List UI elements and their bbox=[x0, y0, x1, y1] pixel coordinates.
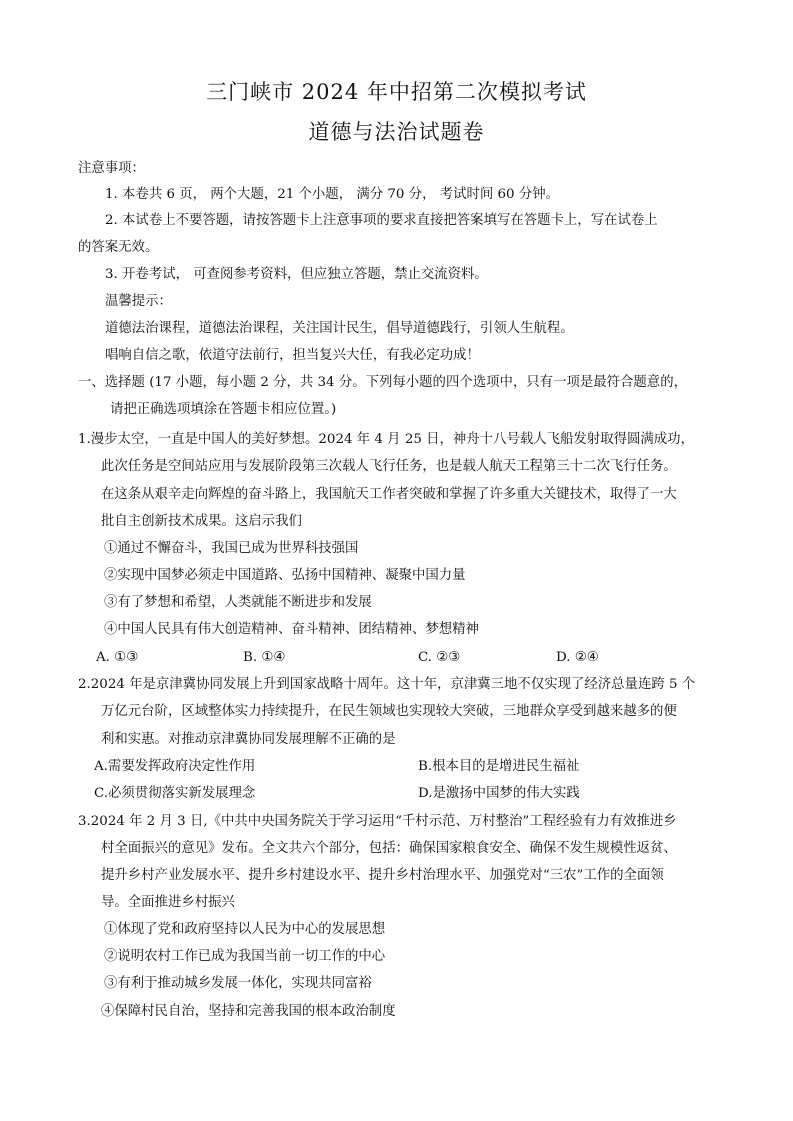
notice-item: 2. 本试卷上不要答题，请按答题卡上注意事项的要求直接把答案填写在答题卡上，写在试卷上 bbox=[105, 213, 658, 228]
notice-item: 1. 本卷共 6 页， 两个大题，21 个小题， 满分 70 分， 考试时间 60 分钟。 bbox=[105, 187, 559, 202]
q2-stem: 万亿元台阶，区域整体实力持续提升，在民生领域也实现较大突破，三地群众享受到越来越多的便 bbox=[101, 704, 677, 719]
q1-option-d: D. ②④ bbox=[556, 650, 599, 665]
q1-statement: ②实现中国梦必须走中国道路、弘扬中国精神、凝聚中国力量 bbox=[104, 568, 466, 583]
q1-statement: ③有了梦想和希望，人类就能不断进步和发展 bbox=[104, 595, 372, 610]
q1-option-b: B. ①④ bbox=[243, 650, 286, 665]
notice-item: 3. 开卷考试， 可查阅参考资料，但应独立答题，禁止交流资料。 bbox=[105, 267, 488, 282]
q3-stem: 导。全面推进乡村振兴 bbox=[101, 895, 235, 910]
section-heading: 一、选择题 (17 小题，每小题 2 分，共 34 分。下列每小题的四个选项中，只有一项是最符合题意的， bbox=[78, 375, 687, 390]
q1-option-c: C. ②③ bbox=[418, 650, 461, 665]
q2-option-b: B.根本目的是增进民生福祉 bbox=[418, 759, 580, 774]
q1-option-a: A. ①③ bbox=[96, 650, 139, 665]
q1-statement: ①通过不懈奋斗，我国已成为世界科技强国 bbox=[104, 541, 359, 556]
exam-subtitle: 道德与法治试题卷 bbox=[308, 120, 485, 144]
q2-option-c: C.必须贯彻落实新发展理念 bbox=[94, 786, 256, 801]
q1-statement: ④中国人民具有伟大创造精神、奋斗精神、团结精神、梦想精神 bbox=[104, 622, 479, 637]
exam-title: 三门峡市 2024 年中招第二次模拟考试 bbox=[206, 80, 587, 104]
q3-statement: ③有利于推动城乡发展一体化，实现共同富裕 bbox=[104, 976, 372, 991]
q3-statement: ①体现了党和政府坚持以人民为中心的发展思想 bbox=[104, 922, 386, 937]
q3-stem: 3.2024 年 2 月 3 日,《中共中央国务院关于学习运用“千村示范、万村整治”工程经验有力有效推进乡 bbox=[78, 814, 677, 829]
tip-line: 道德法治课程，道德法治课程，关注国计民生，倡导道德践行，引领人生航程。 bbox=[105, 321, 574, 336]
q1-stem: 此次任务是空间站应用与发展阶段第三次载人飞行任务，也是载人航天工程第三十二次飞行任务。 bbox=[101, 459, 677, 474]
tip-heading: 温馨提示： bbox=[105, 294, 172, 309]
q1-stem: 批自主创新技术成果。这启示我们 bbox=[101, 514, 302, 529]
notice-heading: 注意事项： bbox=[78, 161, 145, 176]
q1-stem: 1.漫步太空，一直是中国人的美好梦想。2024 年 4 月 25 日，神舟十八号载人飞船发射取得圆满成功， bbox=[78, 432, 694, 447]
q2-option-a: A.需要发挥政府决定性作用 bbox=[94, 759, 256, 774]
tip-line: 唱响自信之歌，依道守法前行，担当复兴大任，有我必定功成！ bbox=[105, 348, 480, 363]
q2-stem: 利和实惠。对推动京津冀协同发展理解不正确的是 bbox=[101, 732, 396, 747]
q2-option-d: D.是激扬中国梦的伟大实践 bbox=[418, 786, 580, 801]
q3-stem: 村全面振兴的意见》发布。全文共六个部分，包括：确保国家粮食安全、确保不发生规模性返贫、 bbox=[101, 841, 677, 856]
q3-statement: ②说明农村工作已成为我国当前一切工作的中心 bbox=[104, 949, 386, 964]
section-heading-cont: 请把正确选项填涂在答题卡相应位置。) bbox=[110, 402, 337, 417]
q3-statement: ④保障村民自治，坚持和完善我国的根本政治制度 bbox=[101, 1004, 396, 1019]
q2-stem: 2.2024 年是京津冀协同发展上升到国家战略十周年。这十年，京津冀三地不仅实现了经济总量连跨 5 个 bbox=[78, 677, 696, 692]
notice-item: 的答案无效。 bbox=[78, 240, 159, 255]
q1-stem: 在这条从艰辛走向辉煌的奋斗路上，我国航天工作者突破和掌握了许多重大关键技术，取得了一大 bbox=[101, 487, 677, 502]
q3-stem: 提升乡村产业发展水平、提升乡村建设水平、提升乡村治理水平、加强党对“三农”工作的全面领 bbox=[101, 868, 664, 883]
